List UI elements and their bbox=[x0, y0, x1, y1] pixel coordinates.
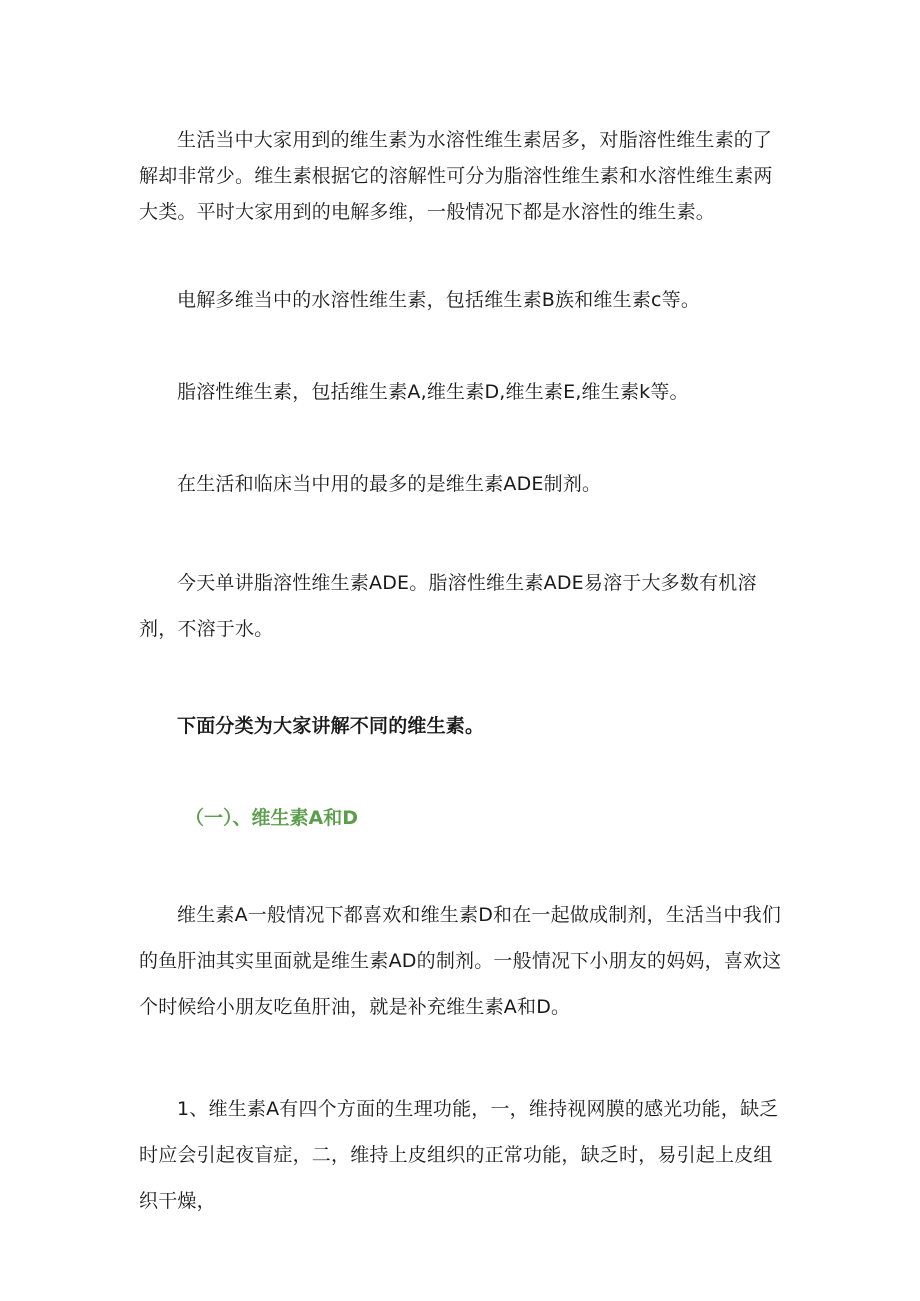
paragraph-vitamin-a-functions: 1、维生素A有四个方面的生理功能，一，维持视网膜的感光功能，缺乏时应会引起夜盲症，二，维持上皮组织的正常功能，缺乏时，易引起上皮组织干燥， bbox=[139, 1098, 779, 1212]
paragraph-section-intro: 下面分类为大家讲解不同的维生素。 bbox=[177, 715, 485, 737]
paragraph-vitamin-ad: 维生素A一般情况下都喜欢和维生素D和在一起做成制剂，生活当中我们的鱼肝油其实里面就是维生素AD的制剂。一般情况下小朋友的妈妈，喜欢这个时候给小朋友吃鱼肝油，就是补充维生素A和D。 bbox=[139, 904, 782, 1018]
paragraph-intro: 生活当中大家用到的维生素为水溶性维生素居多，对脂溶性维生素的了解却非常少。维生素根据它的溶解性可分为脂溶性维生素和水溶性维生素两大类。平时大家用到的电解多维，一般情况下都是水溶性的维生素。 bbox=[139, 129, 773, 223]
paragraph-water-soluble: 电解多维当中的水溶性维生素，包括维生素B族和维生素c等。 bbox=[177, 289, 701, 311]
paragraph-ade-usage: 在生活和临床当中用的最多的是维生素ADE制剂。 bbox=[177, 473, 602, 495]
paragraph-fat-soluble: 脂溶性维生素，包括维生素A,维生素D,维生素E,维生素k等。 bbox=[177, 381, 689, 403]
section-heading: （一）、维生素A和D bbox=[185, 807, 358, 829]
paragraph-ade-intro: 今天单讲脂溶性维生素ADE。脂溶性维生素ADE易溶于大多数有机溶剂，不溶于水。 bbox=[139, 572, 757, 640]
